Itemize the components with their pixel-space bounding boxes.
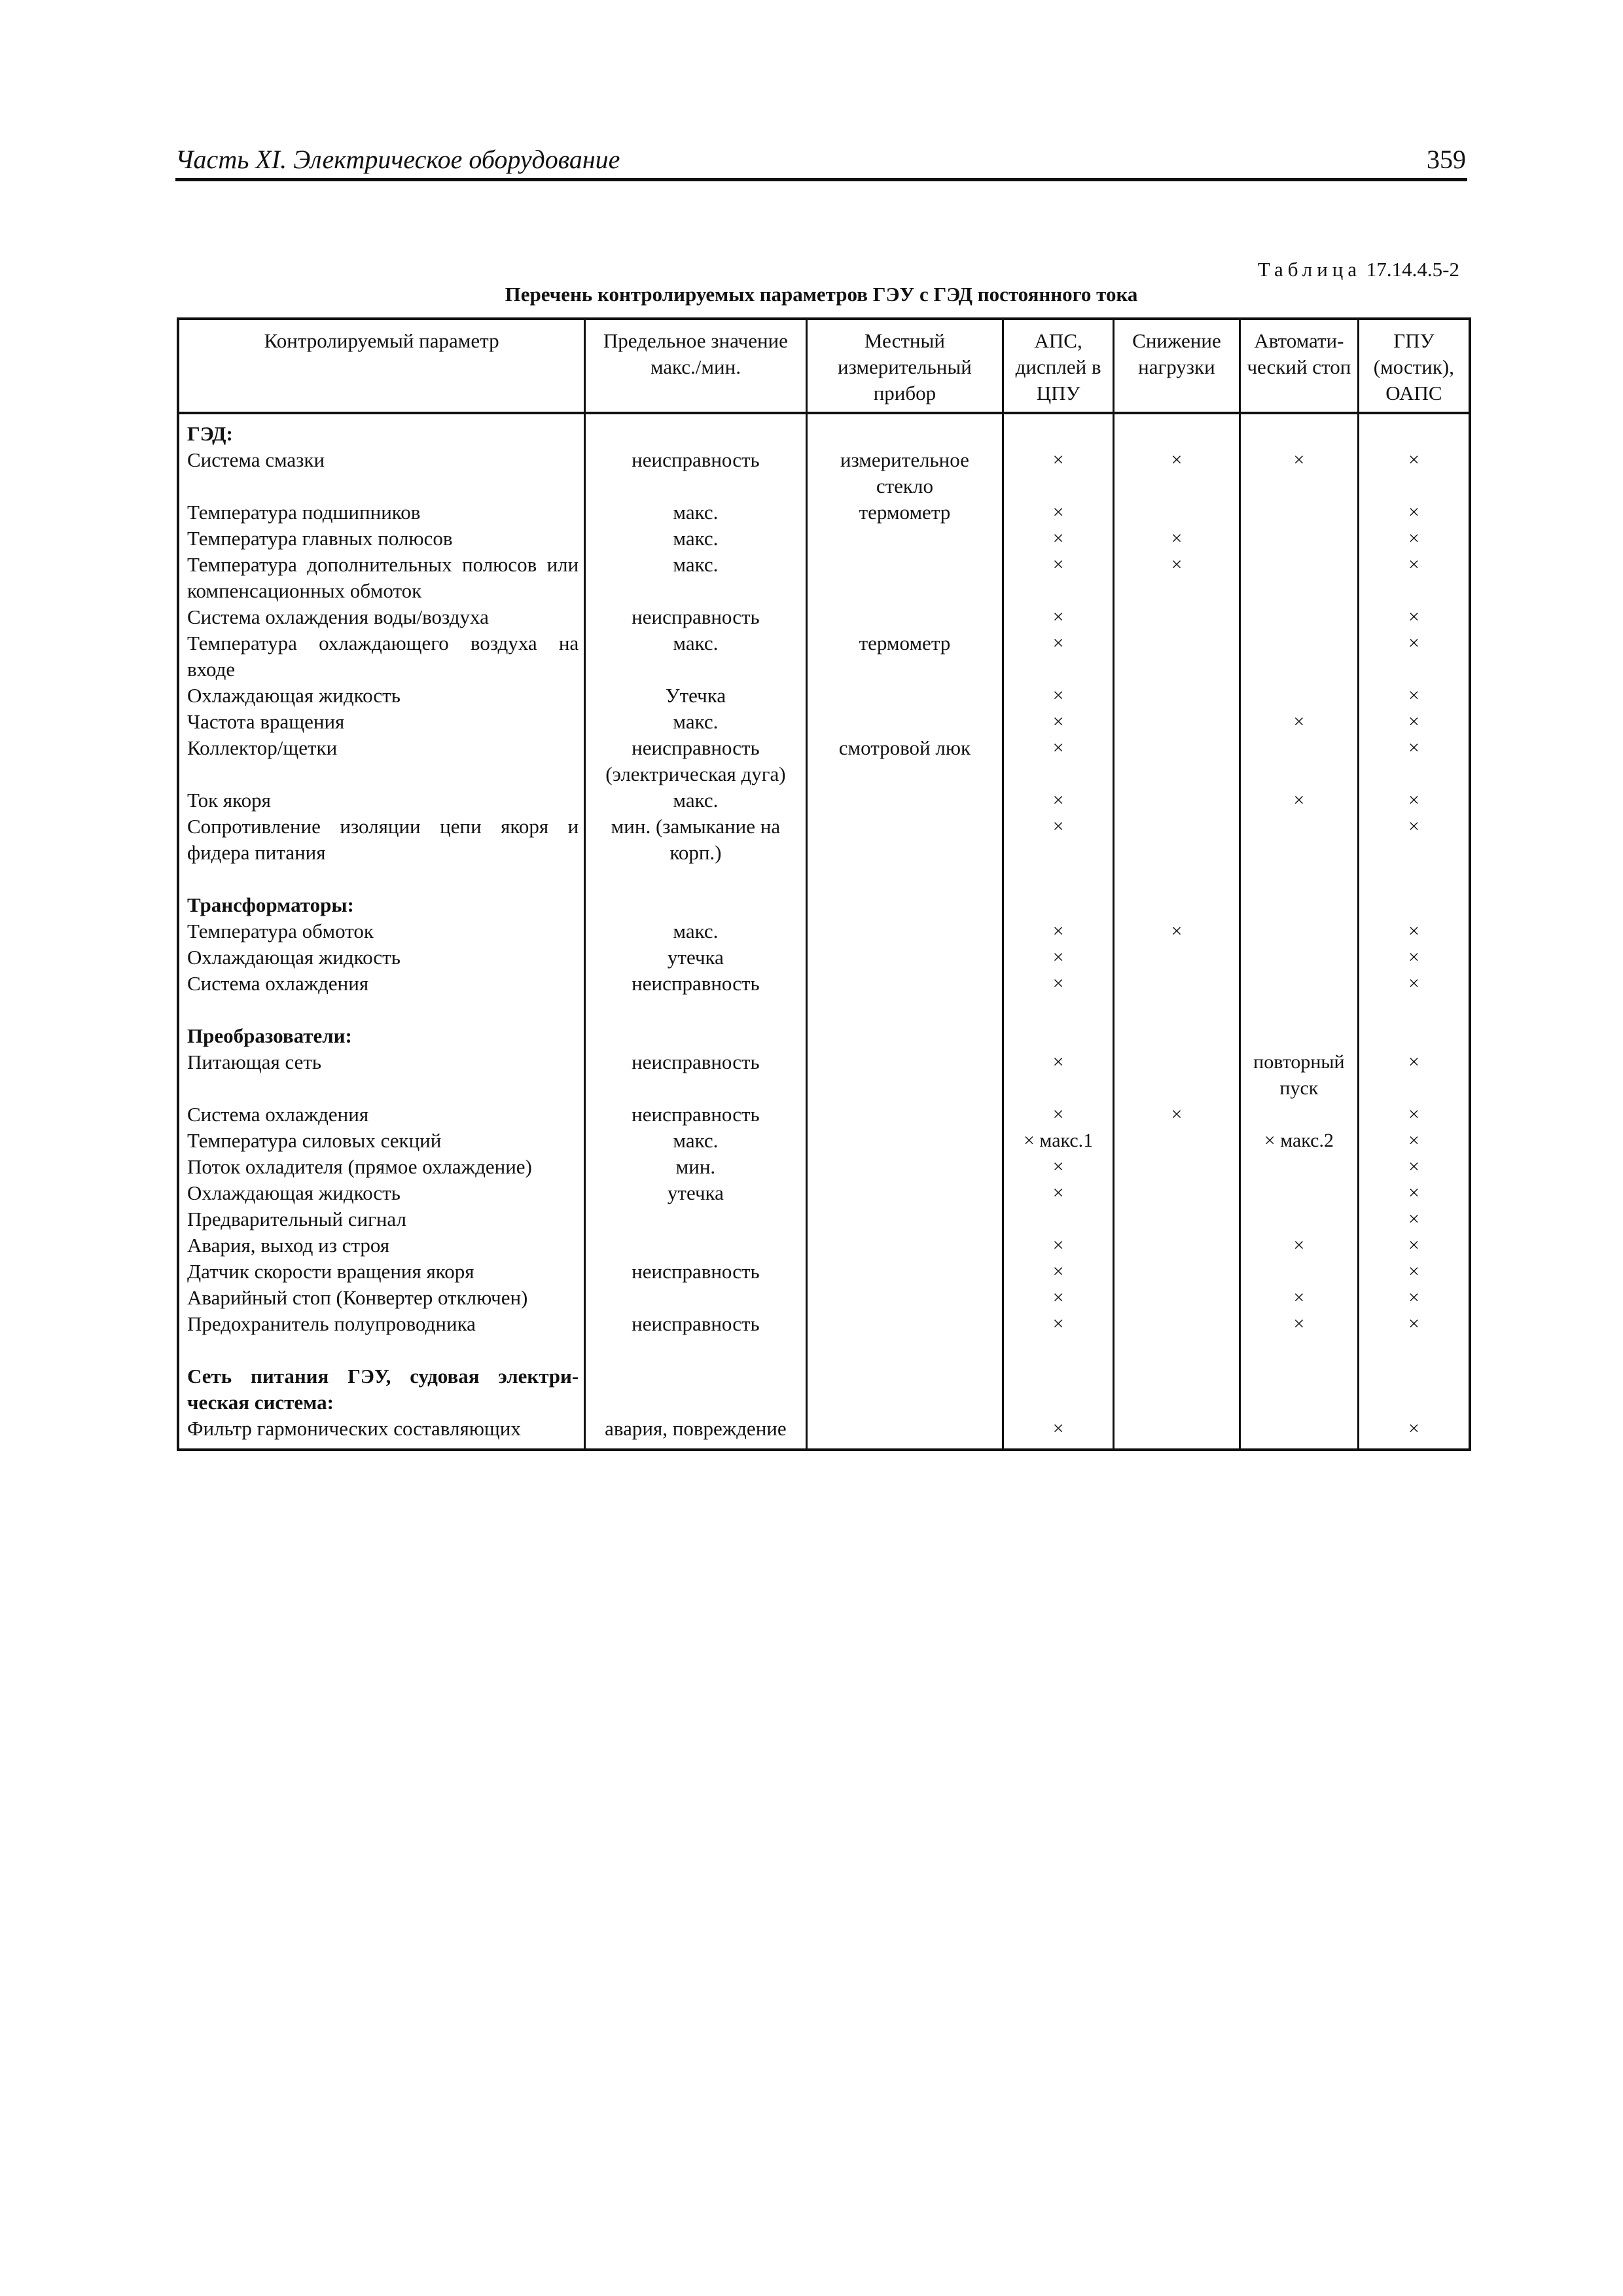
- empty-cell: [1113, 892, 1240, 918]
- parameter-name: Охлаждающая жидкость: [187, 684, 401, 707]
- local-instrument: [806, 1416, 1003, 1448]
- empty-cell: [1003, 892, 1114, 918]
- mark-cell: [1113, 1128, 1240, 1154]
- limit-value: макс.: [585, 499, 806, 526]
- mark-cell: ×: [1003, 971, 1114, 997]
- spacer-cell: [1113, 1337, 1240, 1363]
- mark-cell: [1113, 1259, 1240, 1285]
- mark-cell: ×: [1113, 918, 1240, 944]
- mark-cell: [1113, 1232, 1240, 1259]
- mark-cell: повторный пуск: [1240, 1049, 1358, 1102]
- local-instrument: [806, 526, 1003, 552]
- mark-cell: [1003, 1206, 1114, 1232]
- limit-value: неисправность: [585, 604, 806, 630]
- table-label-number: 17.14.4.5-2: [1366, 258, 1459, 281]
- local-instrument: [806, 1285, 1003, 1311]
- spacer-cell: [806, 866, 1003, 892]
- spacer-cell: [1003, 866, 1114, 892]
- parameter-name: Датчик скорости вращения якоря: [187, 1260, 474, 1283]
- spacer-cell: [1240, 997, 1358, 1023]
- mark-cell: [1240, 499, 1358, 526]
- mark-cell: ×: [1358, 918, 1469, 944]
- parameter-name: Температура обмоток: [187, 920, 374, 942]
- limit-value: неисправность: [585, 1311, 806, 1337]
- limit-value: макс.: [585, 552, 806, 604]
- empty-cell: [585, 892, 806, 918]
- mark-cell: ×: [1003, 918, 1114, 944]
- mark-cell: ×: [1358, 709, 1469, 735]
- parameter-name: Температура охлаждающего воздуха на входе: [187, 632, 579, 681]
- local-instrument: [806, 1259, 1003, 1285]
- local-instrument: [806, 1232, 1003, 1259]
- parameter-name: Предохранитель полупроводника: [187, 1312, 476, 1335]
- limit-value: макс.: [585, 630, 806, 683]
- section-spacer: [179, 997, 1469, 1023]
- limit-value: неисправность: [585, 971, 806, 997]
- mark-cell: ×: [1358, 1154, 1469, 1180]
- empty-cell: [1358, 1023, 1469, 1049]
- mark-cell: ×: [1003, 944, 1114, 971]
- spacer-cell: [1113, 997, 1240, 1023]
- spacer-cell: [585, 1337, 806, 1363]
- parameter-name: Система охлаждения: [187, 1103, 369, 1126]
- column-header: АПС, дисплей в ЦПУ: [1003, 320, 1114, 413]
- empty-cell: [1358, 413, 1469, 447]
- mark-cell: ×: [1240, 709, 1358, 735]
- mark-cell: × макс.2: [1240, 1128, 1358, 1154]
- limit-value: [585, 1232, 806, 1259]
- mark-cell: ×: [1358, 787, 1469, 814]
- local-instrument: [806, 1049, 1003, 1102]
- spacer-cell: [179, 866, 585, 892]
- mark-cell: ×: [1003, 787, 1114, 814]
- table-label: [1258, 257, 1459, 283]
- spacer-cell: [585, 997, 806, 1023]
- spacer-cell: [179, 997, 585, 1023]
- parameter-name: Температура главных полюсов: [187, 527, 453, 550]
- mark-cell: ×: [1240, 1285, 1358, 1311]
- parameter-name: Сопротивление изоляции цепи якоря и фидера питания: [187, 815, 579, 864]
- mark-cell: [1113, 944, 1240, 971]
- mark-cell: [1240, 918, 1358, 944]
- mark-cell: ×: [1003, 630, 1114, 683]
- limit-value: неисправность: [585, 447, 806, 499]
- local-instrument: [806, 1128, 1003, 1154]
- mark-cell: ×: [1358, 1102, 1469, 1128]
- local-instrument: термометр: [806, 630, 1003, 683]
- local-instrument: [806, 1206, 1003, 1232]
- limit-value: утечка: [585, 944, 806, 971]
- mark-cell: [1113, 683, 1240, 709]
- local-instrument: [806, 1102, 1003, 1128]
- table-row: [179, 787, 1469, 814]
- mark-cell: ×: [1358, 944, 1469, 971]
- mark-cell: [1240, 552, 1358, 604]
- mark-cell: [1240, 1180, 1358, 1206]
- limit-value: утечка: [585, 1180, 806, 1206]
- mark-cell: [1240, 814, 1358, 866]
- table-row: [179, 1285, 1469, 1311]
- table-row: [179, 630, 1469, 683]
- mark-cell: ×: [1003, 1154, 1114, 1180]
- section-title: Трансформаторы:: [187, 893, 354, 916]
- local-instrument: [806, 709, 1003, 735]
- mark-cell: ×: [1003, 526, 1114, 552]
- mark-cell: ×: [1358, 1128, 1469, 1154]
- section-header-row: [179, 1363, 1469, 1416]
- empty-cell: [1240, 1023, 1358, 1049]
- mark-cell: [1240, 683, 1358, 709]
- empty-cell: [1003, 413, 1114, 447]
- mark-cell: ×: [1358, 1049, 1469, 1102]
- empty-cell: [1113, 1363, 1240, 1416]
- table-row: [179, 1311, 1469, 1337]
- mark-cell: [1240, 1259, 1358, 1285]
- limit-value: неисправность: [585, 1102, 806, 1128]
- spacer-cell: [179, 1337, 585, 1363]
- mark-cell: ×: [1113, 1102, 1240, 1128]
- local-instrument: измерительное стекло: [806, 447, 1003, 499]
- local-instrument: [806, 918, 1003, 944]
- spacer-cell: [1240, 1337, 1358, 1363]
- empty-cell: [1113, 413, 1240, 447]
- limit-value: мин.: [585, 1154, 806, 1180]
- local-instrument: [806, 814, 1003, 866]
- column-header: Снижение нагрузки: [1113, 320, 1240, 413]
- table-header-row: [179, 320, 1469, 413]
- mark-cell: [1240, 1102, 1358, 1128]
- limit-value: макс.: [585, 1128, 806, 1154]
- mark-cell: [1113, 1416, 1240, 1448]
- limit-value: макс.: [585, 709, 806, 735]
- section-title: Преобразователи:: [187, 1024, 352, 1047]
- table-row: [179, 971, 1469, 997]
- mark-cell: ×: [1003, 1102, 1114, 1128]
- mark-cell: ×: [1358, 630, 1469, 683]
- empty-cell: [806, 892, 1003, 918]
- parameter-name: Система охлаждения воды/воздуха: [187, 605, 489, 628]
- empty-cell: [585, 1023, 806, 1049]
- table-row: [179, 604, 1469, 630]
- local-instrument: смотровой люк: [806, 735, 1003, 787]
- mark-cell: × макс.1: [1003, 1128, 1114, 1154]
- parameter-name: Коллектор/щетки: [187, 736, 338, 759]
- mark-cell: ×: [1358, 604, 1469, 630]
- mark-cell: ×: [1003, 1311, 1114, 1337]
- mark-cell: ×: [1358, 447, 1469, 499]
- parameter-name: Температура подшипников: [187, 501, 421, 524]
- parameter-name: Температура дополнительных полюсов или компенсационных обмоток: [187, 553, 579, 602]
- section-title: ГЭД:: [187, 422, 233, 445]
- mark-cell: ×: [1003, 447, 1114, 499]
- mark-cell: ×: [1003, 1285, 1114, 1311]
- table-row: [179, 552, 1469, 604]
- empty-cell: [1240, 892, 1358, 918]
- limit-value: мин. (замыкание на корп.): [585, 814, 806, 866]
- spacer-cell: [1358, 866, 1469, 892]
- local-instrument: [806, 1311, 1003, 1337]
- table-row: [179, 1232, 1469, 1259]
- spacer-cell: [1240, 866, 1358, 892]
- table-row: [179, 499, 1469, 526]
- mark-cell: ×: [1240, 447, 1358, 499]
- mark-cell: [1240, 971, 1358, 997]
- local-instrument: [806, 683, 1003, 709]
- empty-cell: [806, 1023, 1003, 1049]
- parameter-name: Авария, выход из строя: [187, 1234, 390, 1257]
- mark-cell: ×: [1358, 1285, 1469, 1311]
- empty-cell: [1358, 892, 1469, 918]
- mark-cell: ×: [1358, 1180, 1469, 1206]
- mark-cell: [1240, 1154, 1358, 1180]
- table-row: [179, 814, 1469, 866]
- limit-value: неисправность: [585, 1049, 806, 1102]
- mark-cell: [1113, 971, 1240, 997]
- section-header-row: [179, 413, 1469, 447]
- mark-cell: ×: [1358, 1259, 1469, 1285]
- mark-cell: ×: [1003, 709, 1114, 735]
- parameter-name: Аварийный стоп (Конвертер отключен): [187, 1286, 528, 1309]
- mark-cell: [1113, 1049, 1240, 1102]
- mark-cell: [1240, 1416, 1358, 1448]
- mark-cell: [1113, 1285, 1240, 1311]
- empty-cell: [585, 413, 806, 447]
- mark-cell: ×: [1358, 552, 1469, 604]
- table-row: [179, 944, 1469, 971]
- mark-cell: ×: [1240, 1232, 1358, 1259]
- empty-cell: [585, 1363, 806, 1416]
- mark-cell: ×: [1358, 971, 1469, 997]
- spacer-cell: [585, 866, 806, 892]
- parameter-name: Частота вращения: [187, 710, 345, 733]
- mark-cell: [1113, 787, 1240, 814]
- empty-cell: [1113, 1023, 1240, 1049]
- column-header: Местный измерительный прибор: [806, 320, 1003, 413]
- mark-cell: [1113, 1206, 1240, 1232]
- mark-cell: [1240, 944, 1358, 971]
- table-row: [179, 683, 1469, 709]
- table-row: [179, 1154, 1469, 1180]
- spacer-cell: [1003, 997, 1114, 1023]
- mark-cell: ×: [1240, 787, 1358, 814]
- limit-value: макс.: [585, 787, 806, 814]
- table-row: [179, 918, 1469, 944]
- section-title: Сеть питания ГЭУ, судовая электри-ческая система:: [187, 1365, 579, 1414]
- column-header: ГПУ (мостик), ОАПС: [1358, 320, 1469, 413]
- spacer-cell: [806, 997, 1003, 1023]
- mark-cell: [1240, 1206, 1358, 1232]
- mark-cell: ×: [1358, 1416, 1469, 1448]
- mark-cell: [1113, 604, 1240, 630]
- column-header: Автомати-ческий стоп: [1240, 320, 1358, 413]
- table-row: [179, 1049, 1469, 1102]
- table-row: [179, 1259, 1469, 1285]
- mark-cell: [1113, 814, 1240, 866]
- mark-cell: ×: [1358, 1232, 1469, 1259]
- column-header: Контролируемый параметр: [179, 320, 585, 413]
- parameter-name: Фильтр гармонических составляющих: [187, 1417, 521, 1440]
- local-instrument: термометр: [806, 499, 1003, 526]
- mark-cell: [1240, 630, 1358, 683]
- mark-cell: ×: [1240, 1311, 1358, 1337]
- limit-value: макс.: [585, 526, 806, 552]
- mark-cell: ×: [1358, 814, 1469, 866]
- mark-cell: ×: [1003, 604, 1114, 630]
- mark-cell: ×: [1358, 735, 1469, 787]
- mark-cell: ×: [1003, 1259, 1114, 1285]
- table-row: [179, 1180, 1469, 1206]
- table-row: [179, 1206, 1469, 1232]
- limit-value: макс.: [585, 918, 806, 944]
- limit-value: Утечка: [585, 683, 806, 709]
- section-header-row: [179, 892, 1469, 918]
- table-row: [179, 1128, 1469, 1154]
- section-header-row: [179, 1023, 1469, 1049]
- empty-cell: [1003, 1363, 1114, 1416]
- mark-cell: ×: [1113, 447, 1240, 499]
- parameter-name: Предварительный сигнал: [187, 1208, 406, 1230]
- local-instrument: [806, 1180, 1003, 1206]
- header-title: Часть XI. Электрическое оборудование: [175, 145, 620, 174]
- mark-cell: ×: [1113, 552, 1240, 604]
- table-caption: Перечень контролируемых параметров ГЭУ с ГЭД постоянного тока: [505, 283, 1138, 306]
- table-row: [179, 709, 1469, 735]
- running-header: [175, 143, 1466, 181]
- spacer-cell: [1358, 1337, 1469, 1363]
- parameter-name: Охлаждающая жидкость: [187, 1181, 401, 1204]
- local-instrument: [806, 971, 1003, 997]
- spacer-cell: [806, 1337, 1003, 1363]
- limit-value: неисправность (электрическая дуга): [585, 735, 806, 787]
- empty-cell: [1240, 413, 1358, 447]
- mark-cell: ×: [1003, 1180, 1114, 1206]
- mark-cell: [1113, 1311, 1240, 1337]
- limit-value: [585, 1285, 806, 1311]
- empty-cell: [1240, 1363, 1358, 1416]
- header-rule: [175, 178, 1467, 181]
- table-row: [179, 526, 1469, 552]
- mark-cell: ×: [1003, 552, 1114, 604]
- local-instrument: [806, 1154, 1003, 1180]
- mark-cell: ×: [1003, 1232, 1114, 1259]
- mark-cell: [1113, 709, 1240, 735]
- parameter-name: Система смазки: [187, 448, 325, 471]
- local-instrument: [806, 944, 1003, 971]
- table-row: [179, 1416, 1469, 1448]
- mark-cell: [1240, 604, 1358, 630]
- table-row: [179, 447, 1469, 499]
- mark-cell: ×: [1003, 814, 1114, 866]
- spacer-cell: [1358, 997, 1469, 1023]
- section-spacer: [179, 866, 1469, 892]
- spacer-cell: [1003, 1337, 1114, 1363]
- limit-value: авария, повреждение: [585, 1416, 806, 1448]
- mark-cell: [1113, 630, 1240, 683]
- mark-cell: ×: [1113, 526, 1240, 552]
- mark-cell: ×: [1358, 499, 1469, 526]
- local-instrument: [806, 787, 1003, 814]
- local-instrument: [806, 604, 1003, 630]
- mark-cell: [1113, 499, 1240, 526]
- mark-cell: [1240, 526, 1358, 552]
- empty-cell: [806, 413, 1003, 447]
- parameter-name: Поток охладителя (прямое охлаждение): [187, 1155, 532, 1178]
- parameter-name: Охлаждающая жидкость: [187, 946, 401, 969]
- mark-cell: ×: [1003, 683, 1114, 709]
- parameter-name: Система охлаждения: [187, 972, 369, 995]
- mark-cell: [1113, 735, 1240, 787]
- empty-cell: [1358, 1363, 1469, 1416]
- parameter-name: Ток якоря: [187, 789, 271, 812]
- mark-cell: ×: [1003, 735, 1114, 787]
- empty-cell: [1003, 1023, 1114, 1049]
- column-header: Предельное значение макс./мин.: [585, 320, 806, 413]
- local-instrument: [806, 552, 1003, 604]
- table-label-word: Таблица: [1257, 258, 1362, 281]
- mark-cell: [1240, 735, 1358, 787]
- mark-cell: ×: [1358, 1311, 1469, 1337]
- mark-cell: ×: [1358, 683, 1469, 709]
- table-body: [179, 413, 1469, 1448]
- mark-cell: ×: [1358, 526, 1469, 552]
- mark-cell: ×: [1358, 1206, 1469, 1232]
- limit-value: [585, 1206, 806, 1232]
- mark-cell: ×: [1003, 499, 1114, 526]
- parameter-name: Питающая сеть: [187, 1050, 322, 1073]
- limit-value: неисправность: [585, 1259, 806, 1285]
- spacer-cell: [1113, 866, 1240, 892]
- page-number: 359: [1427, 145, 1466, 174]
- empty-cell: [806, 1363, 1003, 1416]
- table-row: [179, 1102, 1469, 1128]
- section-spacer: [179, 1337, 1469, 1363]
- mark-cell: ×: [1003, 1416, 1114, 1448]
- parameters-table: [177, 317, 1471, 1451]
- parameter-name: Температура силовых секций: [187, 1129, 442, 1152]
- mark-cell: [1113, 1180, 1240, 1206]
- mark-cell: [1113, 1154, 1240, 1180]
- table-row: [179, 735, 1469, 787]
- mark-cell: ×: [1003, 1049, 1114, 1102]
